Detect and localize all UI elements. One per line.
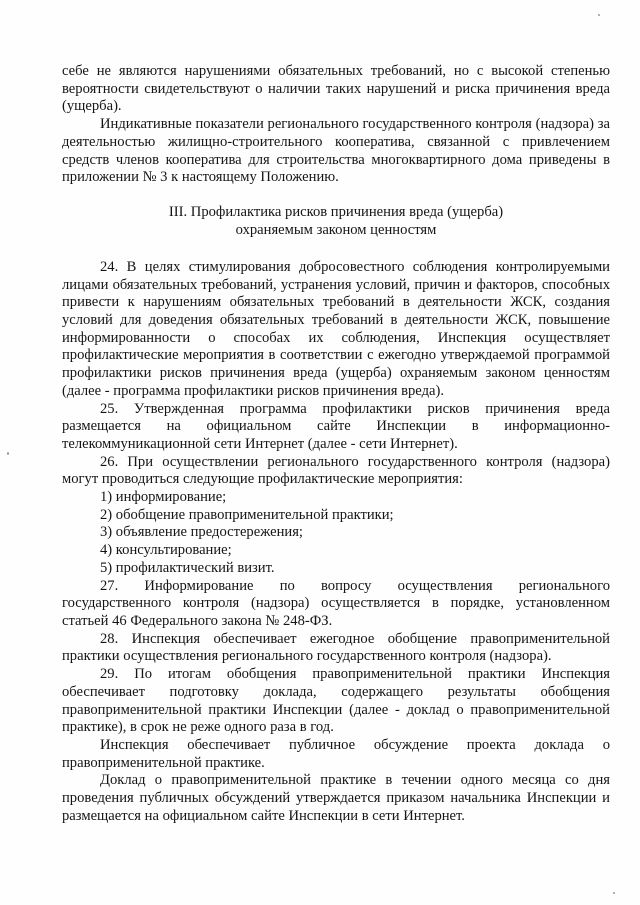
scan-speck: [613, 892, 615, 894]
preventive-measures-list: [62, 489, 610, 578]
scan-speck: [7, 452, 9, 455]
paragraph-27: 27. Информирование по вопросу осуществления регионального государственного контроля (надзора) осуществляется в порядке, установленном статьей 46 Федерального закона № 248-ФЗ.: [62, 577, 610, 629]
list-item: 5) профилактический визит.: [100, 559, 275, 576]
section-heading-line-2: охраняемым законом ценностям: [235, 221, 437, 238]
paragraph-29-approval: Доклад о правоприменительной практике в течении одного месяца со дня проведения публичных обсуждений утверждается приказом начальника Инспекции и размещается на официальном сайте Инспекции в сети Интернет.: [62, 772, 610, 824]
document-body: [62, 63, 610, 825]
list-item: 2) обобщение правоприменительной практики;: [100, 506, 394, 523]
paragraph-29-discussion: Инспекция обеспечивает публичное обсуждение проекта доклада о правоприменительной практике.: [62, 736, 610, 771]
list-item: 3) объявление предостережения;: [100, 524, 303, 541]
paragraph-26: 26. При осуществлении регионального государственного контроля (надзора) могут проводиться следующие профилактические мероприятия:: [62, 453, 610, 488]
paragraph-24: 24. В целях стимулирования добросовестного соблюдения контролируемыми лицами обязательных требований, устранения условий, причин и факторов, способных привести к нарушениям обязательных требований в деятельности ЖСК, создания условий для доведения обязательных требований в деятельности ЖСК, повышение информированности о способах их соблюдения, Инспекция осуществляет профилактические мероприятия в соответствии с ежегодно утверждаемой программой профилактики рисков причинения вреда (ущерба) охраняемым законом ценностям (далее - программа профилактики рисков причинения вреда).: [62, 258, 610, 399]
continuation-paragraph: себе не являются нарушениями обязательных требований, но с высокой степенью вероятности свидетельствуют о наличии таких нарушений и риска причинения вреда (ущерба).: [62, 63, 610, 115]
list-item: 4) консультирование;: [100, 542, 232, 559]
paragraph-25: 25. Утвержденная программа профилактики рисков причинения вреда размещается на официальном сайте Инспекции в информационно-телекоммуникационной сети Интернет (далее - сети Интернет).: [62, 400, 610, 452]
section-heading: [62, 203, 610, 239]
section-heading-line-1: III. Профилактика рисков причинения вреда (ущерба): [168, 203, 504, 220]
list-item: 1) информирование;: [100, 489, 227, 506]
indicators-paragraph: Индикативные показатели регионального государственного контроля (надзора) за деятельностью жилищно-строительного кооператива, связанной с привлечением средств членов кооператива для строительства многоквартирного дома приведены в приложении № 3 к настоящему Положению.: [62, 116, 610, 186]
scan-speck: [598, 14, 600, 16]
paragraph-29: 29. По итогам обобщения правоприменительной практики Инспекция обеспечивает подготовку доклада, содержащего результаты обобщения правоприменительной практики Инспекции (далее - доклад о правоприменительной практике), в срок не реже одного раза в год.: [62, 666, 610, 736]
paragraph-28: 28. Инспекция обеспечивает ежегодное обобщение правоприменительной практики осуществления регионального государственного контроля (надзора).: [62, 630, 610, 665]
